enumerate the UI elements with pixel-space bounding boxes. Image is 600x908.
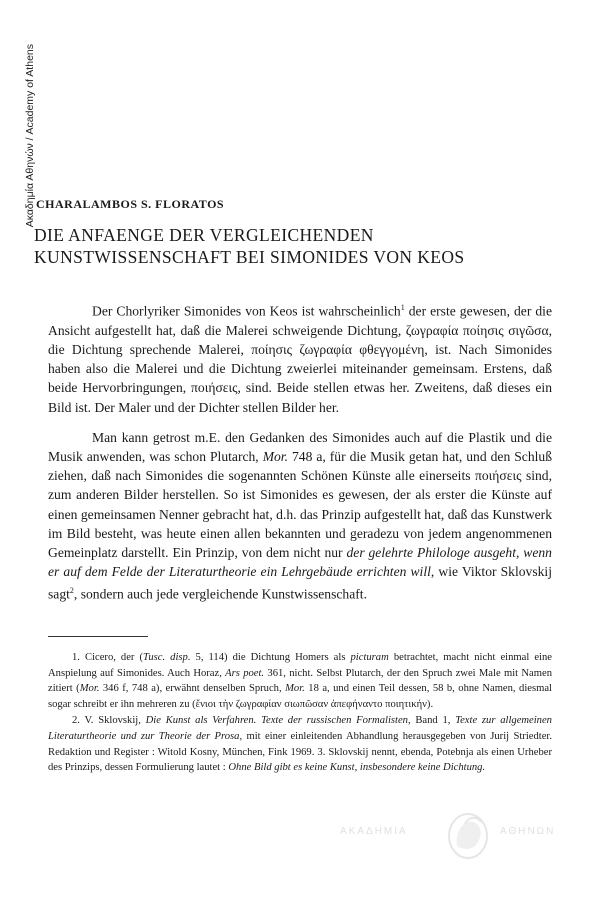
text-run: Mor. [262, 448, 288, 464]
footnote [48, 713, 552, 775]
text-run: 346 f, 748 a), erwähnt denselben Spruch, [99, 683, 286, 695]
academy-watermark [340, 810, 590, 860]
footnote-divider [48, 636, 148, 637]
text-run: 1. Cicero, der ( [72, 652, 144, 663]
text-run: Der Chorlyriker Simonides von Keos ist wahrscheinlich [92, 303, 401, 319]
paragraph [48, 428, 552, 604]
text-run: Ohne Bild gibt es keine Kunst, insbesondere keine Dichtung. [228, 762, 486, 774]
text-run: 748 a, für die Musik getan hat, und den Schluß ziehen, daß nach Simonides die sogenannten Schönen Künste alle einerseits ποιήσεις sind, zum anderen Bilder herstellen. So ist Simonides es gewesen, der als erster die Künste auf einen gemeinsamen Nenner gebracht hat, d.h. das Prinzip aufgestellt hat, daß das Kunstwerk im Bild besteht, was heute einen allen bekannten und geradezu von jedem angenommenen Gemeinplatz darstellt. Ein Prinzip, von dem nicht nur [48, 448, 552, 560]
watermark-text-left: ΑΚΑΔΗΜΙΑ [340, 826, 408, 837]
footnote-ref: 1 [400, 303, 405, 312]
text-run: , wie Viktor Sklovskij sagt [48, 564, 552, 602]
title-line: KUNSTWISSENSCHAFT BEI SIMONIDES VON KEOS [34, 247, 465, 267]
body-text [48, 298, 552, 615]
text-run: , mit einer einleitenden Abhandlung herausgegeben von Jurij Striedter. Redaktion und Register : Witold Kosny, München, Fink 1969. 3. Sklovskij nennt, ebenda, Potebnja als einen Urheber des Prinzips, dessen Formulierung lautet : [48, 730, 552, 774]
text-run: Die Kunst als Verfahren. Texte der russischen Formalisten, [145, 715, 411, 727]
watermark-text-right: ΑΘΗΝΩΝ [500, 826, 556, 837]
article-title [34, 224, 534, 268]
text-run: , sondern auch jede vergleichende Kunstwissenschaft. [73, 586, 367, 602]
text-run: Man kann getrost m.E. den Gedanken des Simonides auch auf die Plastik und die Musik anwenden, was schon Plutarch, [48, 429, 552, 464]
text-run: 5, 114) die Dichtung Homers als [190, 652, 351, 663]
text-run: Mor. [285, 683, 305, 695]
text-run: betrachtet, macht nicht einmal eine Anspielung auf Simonides. Auch Horaz, [48, 652, 552, 679]
text-run: 2. V. Sklovskij, [72, 715, 146, 727]
text-run: picturam [350, 652, 389, 663]
footnotes [48, 650, 552, 777]
text-run: Texte zur allgemeinen Literaturtheorie und zur Theorie der Prosa [48, 715, 552, 742]
archive-side-label: Ακαδημία Αθηνών / Academy of Athens [24, 44, 36, 228]
athena-emblem-icon [445, 812, 491, 860]
text-run: Band 1, [410, 715, 456, 727]
text-run: der gelehrte Philologe ausgeht, wenn er auf dem Felde der Literaturtheorie ein Lehrgebäude errichten will [48, 544, 552, 580]
text-run: 18 a, und einen Teil dessen, 58 b, ohne Namen, diesmal sogar schreibt er ihn mehreren zu (ἔνιοι τὴν ζωγραφίαν σιωπῶσαν ἀπεφήναντο ποιητικήν). [48, 683, 552, 710]
paragraph [48, 298, 552, 417]
text-run: 361, nicht. Selbst Plutarch, der den Spruch zwei Male mit Namen zitiert ( [48, 667, 552, 695]
footnote-ref: 2 [69, 586, 74, 596]
footnote [48, 650, 552, 712]
author-name: CHARALAMBOS S. FLORATOS [36, 197, 225, 211]
text-run: der erste gewesen, der die Ansicht aufgestellt hat, daß die Malerei schweigende Dichtung, ζωγραφία ποίησις σιγῶσα, die Dichtung sprechende Malerei, ποίησις ζωγραφία φθεγγομένη, ist. Nach Simonides haben also die Malerei und die Dichtung zweierlei miteinander gemeinsam. Erstens, daß beide Hervorbringungen, ποιήσεις, sind. Beide stellen etwas her. Zweitens, daß dieses ein Bild ist. Der Maler und der Dichter stellen Bilder her. [48, 303, 552, 415]
text-run: Ars poet. [225, 667, 265, 679]
text-run: Tusc. disp. [143, 652, 191, 663]
title-line: DIE ANFAENGE DER VERGLEICHENDEN [34, 225, 374, 245]
text-run: Mor. [79, 683, 100, 695]
